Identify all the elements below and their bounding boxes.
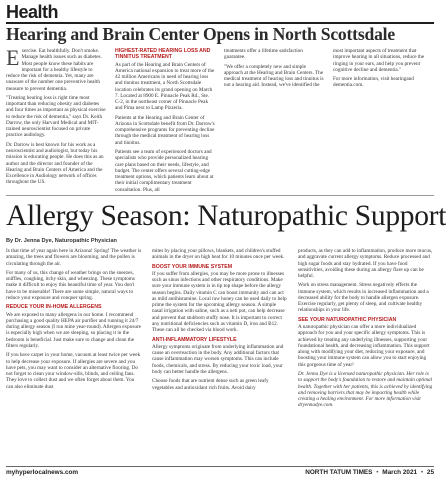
article-divider — [6, 195, 434, 196]
paragraph: For many of us, this change of weather brings on the sneezes, sniffles, coughing, itchy skin, and wheezing. These symptoms make it difficult to enjoy this beautiful time of year. You don't have to be miserable! There are some simple, natural ways to reduce your exposure and conquer spring. — [6, 269, 135, 301]
paragraph: If you have carpet in your home, vacuum at least twice per week to help decrease your exposure. If allergies are severe and you have pets, you may want to consider an alternative flooring. Do not forget to clean your window-sills, blinds, and ceiling fans. They love to collect dust and we often forget about them. You can also eliminate dust — [6, 352, 141, 390]
page-number: 25 — [426, 469, 434, 476]
section-label: Health — [6, 2, 59, 22]
author-bio: Dr. Jenna Dye is a licensed naturopathic physician. Her role is to support the body's foundation to restore and maintain optimal health. Together with her patients, this is achieved by identifying and removing barriers that may be impacting health while creating a healing environment. For more information visit dryennadye.com. — [298, 371, 433, 409]
article-title: Allergy Season: Naturopathic Support — [6, 200, 446, 232]
separator: • — [376, 469, 379, 476]
footer-publication-info — [305, 469, 434, 476]
article-column — [224, 48, 324, 188]
paragraph: mites by placing your pillows, blankets, and children's stuffed animals in the dryer on high heat for 10 minutes once per week. — [152, 248, 285, 261]
article-column — [6, 45, 106, 188]
paragraph: "Treating hearing loss is right time most important than reducing obesity and diabetes and four times as important as physical exercise to reduce the risk of dementia," says Dr. Keith Darrow, the only Harvard Medical and MIT-trained neuroscientist focused on private practice audiology. — [6, 94, 106, 139]
paragraph: "We offer a completely new and simple approach at the Hearing and Brain Centers. The medical treatment of hearing loss and tinnitus is not a hearing aid. Instead, we've identified the — [224, 63, 324, 89]
separator: • — [420, 469, 424, 476]
subheading: BOOST YOUR IMMUNE SYSTEM — [152, 263, 233, 270]
article-body — [6, 248, 434, 466]
publication-name: NORTH TATUM TIMES — [305, 469, 373, 476]
paragraph: Patients see a team of experienced doctors and specialists who provide personalized hearing care plans based on their needs, lifestyle, and budget. The center offers several cutting-edge treatment options, which patients learn about at their initial complimentary treatment consultation. Plus, all — [115, 149, 214, 193]
paragraph: products, as they can add to inflammation, produce more mucus, and aggravate current allergy symptoms. Reduce processed and high sugar foods and stay hydrated. If you have food sensitivities, avoiding these during an allergy flare up can be helpful. — [298, 248, 433, 279]
paragraph: Allergy symptoms originate from underlying inflammation and cause an overreaction in the body. Any additional factors that cause inflammation may worsen symptoms. This can include foods, chemicals, and stress. By reducing your toxic load, your body can better handle the allergens. — [152, 343, 284, 375]
subheading: REDUCE YOUR IN-HOME ALLERGENS — [6, 304, 102, 311]
subheading: HIGHEST-RATED HEARING LOSS AND TINNITUS TREATMENT — [115, 48, 211, 61]
article-column — [152, 248, 288, 466]
issue-date: March 2021 — [382, 469, 418, 476]
paragraph: As part of the Hearing and Brain Centers of America national expansion to treat more of the 42 million Americans in need of hearing loss and tinnitus treatment, a North Scottsdale location celebrates its grand opening on March 7. Located at 8900 E. Pinnacle Peak Rd., Ste. C-2, in the northeast corner of Pinnacle Peak and Pima next to Lamp Pizzeria. — [115, 61, 215, 112]
paragraph: Is that time of year again here in Arizona! Spring! The weather is amazing, the trees and flowers are blooming, and the pollen is circulating through the air. — [6, 248, 142, 267]
article-column — [6, 248, 142, 466]
article-title: Hearing and Brain Center Opens in North Scottsdale — [6, 24, 395, 44]
paragraph: Patients at the Hearing and Brain Center of Arizona in Scottsdale benefit from Dr. Darrow's comprehensive programs for preventing decline through the medical treatment of hearing loss and tinnitus. — [115, 114, 215, 146]
footer-divider — [6, 466, 434, 467]
drop-cap: E — [6, 45, 20, 70]
paragraph: Choose foods that are nutrient dense such as green leafy vegetables and antioxidant rich fruits. Avoid dairy — [152, 378, 269, 391]
subheading: SEE YOUR NATUROPATHIC PHYSICIAN — [298, 316, 397, 323]
paragraph: A naturopathic physician can offer a more individualized approach for you and your specific allergy symptoms. This is achieved by treating any underlying illnesses, supporting your foundational health, and decreasing inflammation. This support along with modifying your diet, reducing your exposure, and boosting your immune system can allow you to start enjoying this gorgeous time of year! — [298, 324, 430, 368]
article-column — [298, 248, 434, 466]
article-column — [115, 48, 215, 193]
footer-website: myhyperlocalnews.com — [6, 469, 79, 476]
article-column — [333, 48, 434, 188]
article-body — [6, 45, 434, 193]
paragraph: Exercise. Eat healthfully. Don't smoke. Manage health issues such as diabetes. Most people know these habits are important for a healthy lifestyle to reduce the risk of dementia. Yet, many are unaware of the number one preventive health measure to prevent dementia. — [6, 45, 102, 92]
paragraph: We are exposed to many allergens in our home. I recommend purchasing a good quality HEPA air purifier and running it 24/7 during allergy season (I run mine year-round). Allergen exposure is especially high when we are sleeping, so placing it in the bedroom is beneficial. Just make sure to change and clean the filters regularly. — [6, 311, 141, 349]
paragraph: most important aspects of treatment that improve hearing in all situations, reduce the ringing in your ears, and help you prevent cognitive decline and dementia." — [333, 48, 425, 73]
paragraph: treatments offer a lifetime satisfaction guarantee. — [224, 48, 303, 61]
paragraph: Work on stress management. Stress negatively effects the immune system, which results in increased inflammation and a decreased ability for the body to handle allergen exposure. Exercise regularly, get plenty of sleep, and cultivate healthy relationships in your life. — [298, 282, 429, 314]
paragraph: For more information, visit hearingand​dementia.com. — [333, 76, 414, 89]
subheading: ANTI-INFLAMMATORY LIFESTYLE — [152, 336, 237, 343]
byline: By Dr. Jenna Dye, Naturopathic Physician — [6, 238, 117, 244]
paragraph: Dr. Darrow is best known for his work as a neuroscientist and audiologist, but today his mission is educating people. He does this as an author and the director and founder of the Hearing and Brain Centers of America and the Excellence in Audiology network of offices throughout the US. — [6, 141, 104, 186]
paragraph: If you suffer from allergies, you may be more prone to illnesses such as sinus infections and other respiratory conditions. Make sure your immune system is in tip top shape before the allergy season begins. Daily vitamin C can boost immunity and can act as mild antihistamine. Local raw honey can be used daily to help prime the system for the upcoming allergy season. A simple nasal irrigation with saline, such as a neti pot, can help decrease and prevent that stubborn stuffy nose. It is important to correct any nutritional deficiencies such as vitamin D, iron and B12. These can all be checked via blood work. — [152, 270, 287, 334]
